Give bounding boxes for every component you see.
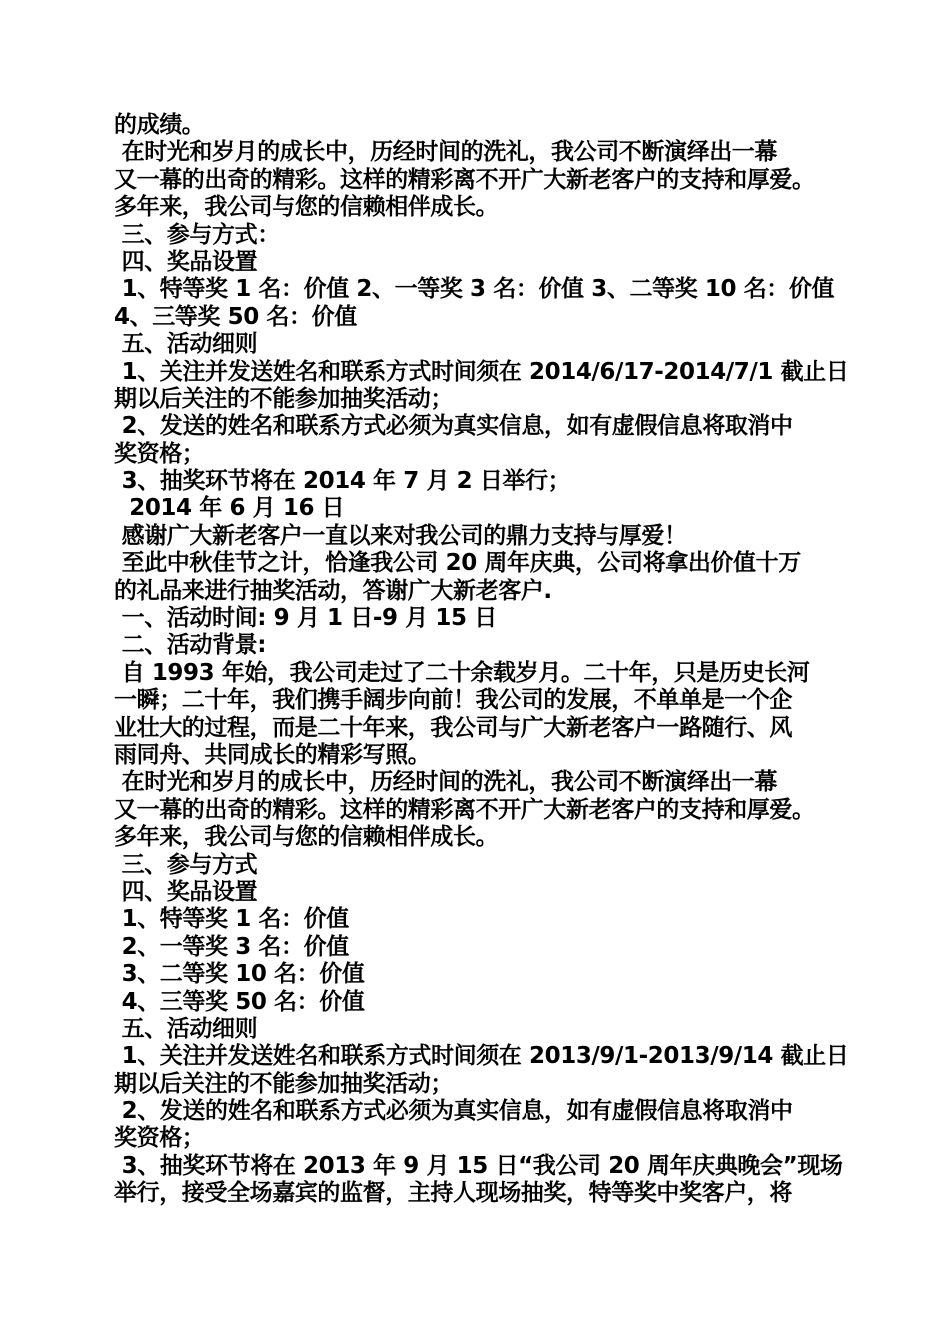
text-line: 的礼品来进行抽奖活动，答谢广大新老客户.	[114, 577, 552, 604]
text-line: 多年来，我公司与您的信赖相伴成长。	[114, 194, 499, 221]
text-line: 在时光和岁月的成长中，历经时间的洗礼，我公司不断演绎出一幕	[114, 769, 778, 796]
text-line: 多年来，我公司与您的信赖相伴成长。	[114, 824, 499, 851]
section-heading: 一、活动时间: 9 月 1 日-9 月 15 日	[114, 605, 497, 632]
prize-line: 2、一等奖 3 名：价值	[114, 933, 349, 960]
text-line: 感谢广大新老客户一直以来对我公司的鼎力支持与厚爱！	[114, 522, 687, 549]
text-line: 的成绩。	[114, 112, 205, 138]
text-line: 举行，接受全场嘉宾的监督，主持人现场抽奖，特等奖中奖客户，将	[114, 1180, 793, 1207]
section-heading: 二、活动背景:	[114, 632, 267, 659]
text-line: 雨同舟、共同成长的精彩写照。	[114, 741, 431, 768]
text-line: 奖资格；	[114, 440, 205, 467]
section-heading: 三、参与方式	[114, 851, 258, 878]
text-line: 4、三等奖 50 名：价值	[114, 303, 357, 330]
text-line: 自 1993 年始，我公司走过了二十余载岁月。二十年，只是历史长河	[114, 659, 810, 686]
text-line: 业壮大的过程，而是二十年来，我公司与广大新老客户一路随行、风	[114, 714, 793, 741]
text-line: 1、关注并发送姓名和联系方式时间须在 2013/9/1-2013/9/14 截止日	[114, 1043, 849, 1070]
section-heading: 四、奖品设置	[114, 248, 258, 275]
prize-line: 1、特等奖 1 名：价值	[114, 906, 349, 933]
date-line: 2014 年 6 月 16 日	[114, 495, 345, 522]
prize-line: 3、二等奖 10 名：价值	[114, 961, 365, 988]
text-line: 至此中秋佳节之计，恰逢我公司 20 周年庆典，公司将拿出价值十万	[114, 550, 801, 577]
text-line: 期以后关注的不能参加抽奖活动；	[114, 1070, 454, 1097]
section-heading: 五、活动细则	[114, 1015, 258, 1042]
text-line: 1、关注并发送姓名和联系方式时间须在 2014/6/17-2014/7/1 截止日	[114, 358, 849, 385]
prize-line: 4、三等奖 50 名：价值	[114, 988, 365, 1015]
section-heading: 四、奖品设置	[114, 878, 258, 905]
text-line: 2、发送的姓名和联系方式必须为真实信息，如有虚假信息将取消中	[114, 413, 793, 440]
section-heading: 五、活动细则	[114, 331, 258, 358]
text-line: 奖资格；	[114, 1125, 205, 1152]
text-line: 又一幕的出奇的精彩。这样的精彩离不开广大新老客户的支持和厚爱。	[114, 166, 815, 193]
text-line: 又一幕的出奇的精彩。这样的精彩离不开广大新老客户的支持和厚爱。	[114, 796, 815, 823]
text-line: 期以后关注的不能参加抽奖活动；	[114, 385, 454, 412]
section-heading: 三、参与方式：	[114, 221, 280, 248]
document-body	[114, 112, 854, 1208]
text-line: 3、抽奖环节将在 2013 年 9 月 15 日“我公司 20 周年庆典晚会”现场	[114, 1152, 843, 1179]
text-line: 在时光和岁月的成长中，历经时间的洗礼，我公司不断演绎出一幕	[114, 139, 778, 166]
text-line: 一瞬；二十年，我们携手阔步向前！我公司的发展，不单单是一个企	[114, 687, 793, 714]
text-line: 3、抽奖环节将在 2014 年 7 月 2 日举行；	[114, 468, 571, 495]
text-line: 1、特等奖 1 名：价值 2、一等奖 3 名：价值 3、二等奖 10 名：价值	[114, 276, 835, 303]
text-line: 2、发送的姓名和联系方式必须为真实信息，如有虚假信息将取消中	[114, 1098, 793, 1125]
